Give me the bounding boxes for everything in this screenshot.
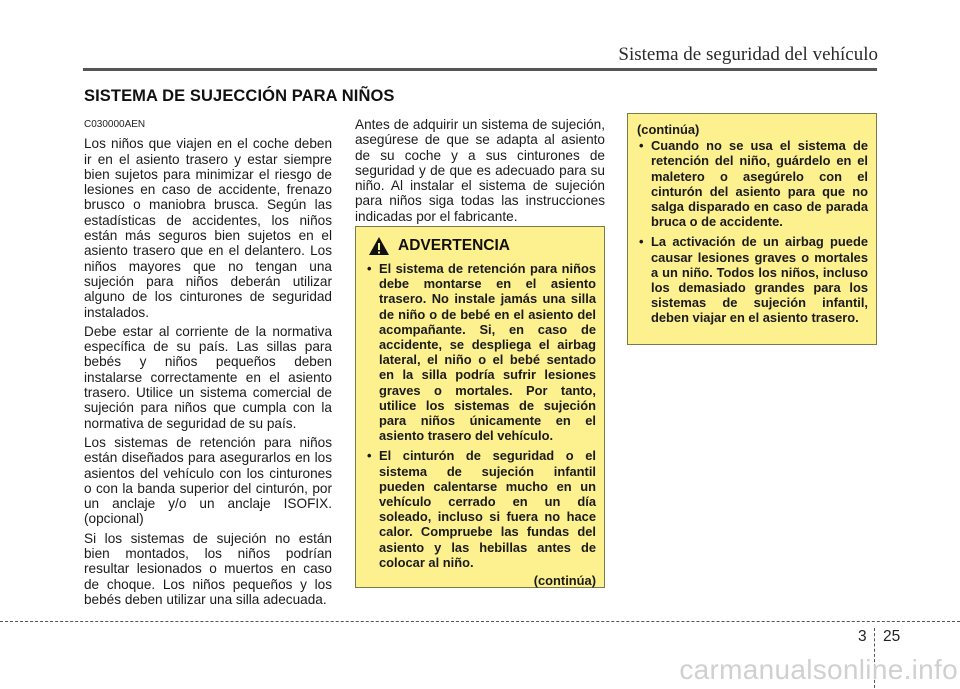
list-item: • El cinturón de seguridad o el sistema de sujeción infantil pueden calentarse mucho en un vehículo cerrado en un día soleado, incluso si fuera no hace calor. Compruebe las fundas del asiento y las hebillas antes de colocar al niño.	[365, 448, 596, 570]
footer-rule	[0, 621, 960, 622]
list-item: • Cuando no se usa el sistema de retención del niño, guárdelo en el maletero o asegúrelo con el cinturón del asiento para que no salga disparado en caso de parada bruca o de accidente.	[637, 138, 868, 229]
section-code: C030000AEN	[84, 119, 146, 130]
header-rule	[83, 68, 877, 71]
column-2-intro: Antes de adquirir un sistema de sujeción, asegúrese de que se adapta al asiento de su coche y a sus cinturones de seguridad y de que es adecuado para su niño. Al instalar el sistema de sujeción para niños siga todas las instrucciones indicadas por el fabricante.	[355, 117, 605, 224]
continues-label: (continúa)	[533, 573, 596, 589]
continued-label: (continúa)	[637, 122, 700, 137]
paragraph: Debe estar al corriente de la normativa específica de su país. Las sillas para bebés y niños pequeños deben instalarse correctamente en el asiento trasero. Utilice un sistema comercial de sujeción para niños que cumpla con la normativa de seguridad de su país.	[84, 323, 332, 431]
section-title: SISTEMA DE SUJECCIÓN PARA NIÑOS	[84, 87, 395, 105]
running-header: Sistema de seguridad del vehículo	[618, 44, 878, 65]
warning-header	[365, 235, 596, 257]
warning-triangle-icon	[368, 236, 390, 256]
continued-list	[637, 138, 868, 325]
continued-warning-box	[627, 113, 877, 345]
warning-title: ADVERTENCIA	[398, 237, 510, 254]
warning-list	[365, 261, 596, 570]
chapter-number: 3	[858, 628, 867, 645]
warning-box	[355, 226, 605, 588]
paragraph: Los sistemas de retención para niños están diseñados para asegurarlos en los asientos del vehículo con los cinturones o con la banda superior del cinturón, por un anclaje y/o un anclaje ISOFIX. (opcional)	[84, 434, 332, 527]
list-item: • La activación de un airbag puede causar lesiones graves o mortales a un niño. Todos los niños, incluso los demasiado grandes para los sistemas de sujeción infantil, deben viajar en el asiento trasero.	[637, 234, 868, 325]
watermark: carmanualsonline.info	[679, 654, 958, 685]
list-item: • El sistema de retención para niños debe montarse en el asiento trasero. No instale jamás una silla de niño o de bebé en el asiento del acompañante. Si, en caso de accidente, se despliega el airbag lateral, el niño o el bebé sentado en la silla podría sufrir lesiones graves o mortales. Por tanto, utilice los sistemas de sujeción para niños únicamente en el asiento trasero del vehículo.	[365, 261, 596, 443]
paragraph: Los niños que viajen en el coche deben ir en el asiento trasero y estar siempre bien sujetos para minimizar el riesgo de lesiones en caso de accidente, frenazo brusco o maniobra brusca. Según las estadísticas de accidentes, los niños están más seguros bien sujetos en el asiento trasero que en el delantero. Los niños mayores que no tengan una sujeción para niños deberán utilizar alguno de los cinturones de seguridad instalados.	[84, 136, 332, 320]
page-number: 25	[883, 628, 901, 645]
paragraph: Si los sistemas de sujeción no están bien montados, los niños podrían resultar lesionados o muertos en caso de choque. Los niños pequeños y los bebés deben utilizar una silla adecuada.	[84, 530, 332, 607]
column-1	[84, 117, 332, 611]
